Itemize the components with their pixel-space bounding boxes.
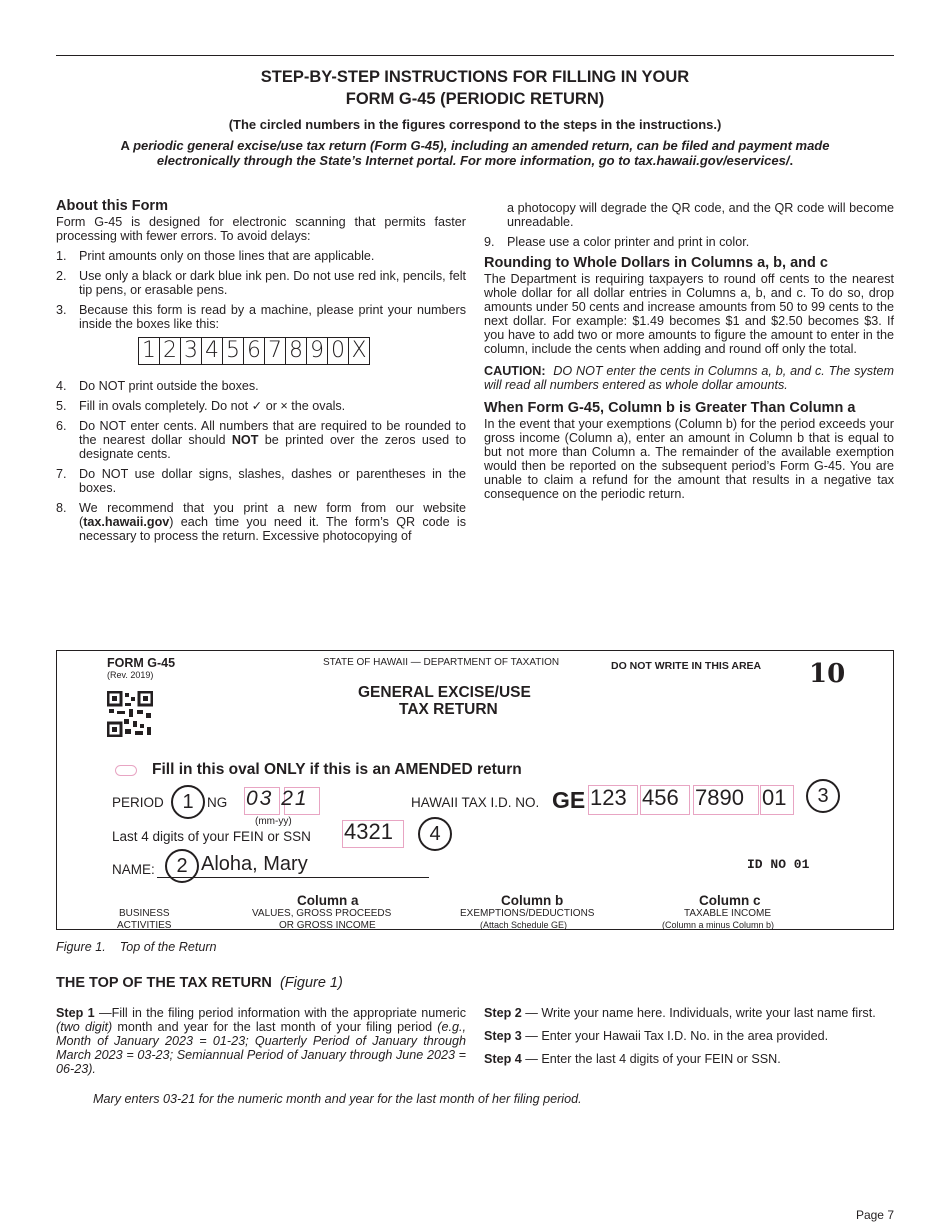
tax-id-part-3: 7890 [695,785,744,810]
step-2-circle: 2 [165,849,199,883]
rounding-heading: Rounding to Whole Dollars in Columns a, b, and c [484,255,828,271]
period-value: 03 21 [246,787,309,810]
about-intro: Form G-45 is designed for electronic scanning that permits faster processing with fewer errors. To avoid delays: [56,215,466,243]
step-2-text: Step 2 — Write your name here. Individuals, write your last name first. [484,1006,876,1020]
tax-id-part-1: 123 [590,785,627,810]
name-label: NAME: [112,862,155,877]
amended-label: Fill in this oval ONLY if this is an AMENDED return [152,761,522,778]
page-title-line1: STEP-BY-STEP INSTRUCTIONS FOR FILLING IN YOUR [260,68,690,86]
name-value: Aloha, Mary [201,853,308,875]
list-item: 3. Because this form is read by a machine, please print your numbers inside the boxes like this: [56,303,466,331]
sample-box: 7 [265,338,286,364]
sample-box: 5 [223,338,244,364]
caution-note: CAUTION: DO NOT enter the cents in Columns a, b, and c. The system will read all numbers entered as whole dollar amounts. [484,364,895,392]
x-icon: × [280,399,288,413]
sample-box: 8 [286,338,307,364]
tax-id-prefix: GE [552,787,586,813]
business-label-1: BUSINESS [119,908,170,919]
step-1-text: Step 1 —Fill in the filing period information with the appropriate numeric (two digit) month and year for the last month of your filing period (e.g., Month of January 2023 = 01-23; Quarterly Period of January through March 2023 = 03-23; Semiannual Period of January through June 2023 = 06-23). [56,1006,467,1076]
name-underline [157,877,429,878]
about-list [56,249,466,331]
step-1-block [56,1006,466,1082]
list-item: 2. Use only a black or dark blue ink pen. Do not use red ink, pencils, felt tip pens, or erasable pens. [56,269,466,297]
steps-2-4-block [484,1006,894,1072]
form-id: FORM G-45 [107,656,176,670]
column-a-sub1: VALUES, GROSS PROCEEDS [252,908,392,919]
business-label-2: ACTIVITIES [117,920,172,930]
step-3-circle: 3 [806,779,840,813]
column-b-sub1: EXEMPTIONS/DEDUCTIONS [460,908,595,919]
sample-box: 9 [307,338,328,364]
column-b-title: Column b [501,893,564,908]
tax-id-part-4: 01 [762,785,787,810]
list-item: 9. Please use a color printer and print in color. [484,235,750,249]
column-b-heading: When Form G-45, Column b is Greater Than Column a [484,400,856,416]
id-no-label: ID NO 01 [747,857,810,872]
tax-id-part-2: 456 [642,785,679,810]
list-item: 8. We recommend that you print a new form from our website (tax.hawaii.gov) each time you need it. The form’s QR code is necessary to process the return. Excessive photocopying of [56,501,466,543]
column-a-title: Column a [297,893,359,908]
about-section [56,198,466,549]
do-not-write-label: DO NOT WRITE IN THIS AREA [611,660,762,672]
about-list-cont [56,379,466,543]
list-item: 5. Fill in ovals completely. Do not ✓ or × the ovals. [56,399,346,413]
qr-code-icon [107,691,153,737]
mm-yy-hint: (mm-yy) [255,816,292,827]
figure-caption: Figure 1. Top of the Return [56,940,217,954]
form-title-line2: TAX RETURN [399,701,498,718]
lead-paragraph: A periodic general excise/use tax return (Form G-45), including an amended return, can be filed and payment made electronically through the State’s Internet portal. For more information, go to tax.hawaii.gov/eservices/. [120,138,830,168]
list-item: 1. Print amounts only on those lines that are applicable. [56,249,375,263]
column-c-title: Column c [699,893,761,908]
period-label: PERIOD [112,795,164,810]
column-b-sub2: (Attach Schedule GE) [480,920,568,930]
page-subtitle: (The circled numbers in the figures correspond to the steps in the instructions.) [228,117,722,132]
rounding-body: The Department is requiring taxpayers to round off cents to the nearest whole dollar for all dollar entries in Columns a, b, and c. To do so, drop amounts under 50 cents and increase amounts from 50 to 99 cents to the next dollar. For example: $1.49 becomes $1 and $2.50 becomes $3. If you have to add two or more amounts to figure the amount to enter in the column, include the cents when adding and round off only the total. [484,272,894,356]
column-b-body: In the event that your exemptions (Column b) for the period exceeds your gross income (Column a), enter an amount in Column b that is equal to but not more than Column a. The remainder of the available exemption would then be reported on the subsequent period’s Form G-45. You are unable to claim a refund for the amount that results in a negative tax consequence on the periodic return. [484,417,894,501]
agency-name: STATE OF HAWAII — DEPARTMENT OF TAXATION [323,657,560,668]
step-4-text: Step 4 — Enter the last 4 digits of your FEIN or SSN. [484,1052,781,1066]
right-column [484,201,894,507]
area-number: 10 [809,659,846,689]
step-1-circle: 1 [171,785,205,819]
list-item: 6. Do NOT enter cents. All numbers that are required to be rounded to the nearest dollar should NOT be printed over the zeros used to designate cents. [56,419,466,461]
top-of-return-heading: THE TOP OF THE TAX RETURN (Figure 1) [56,975,343,991]
amended-oval[interactable] [115,765,137,776]
top-rule [56,55,894,56]
sample-box: 0 [328,338,349,364]
form-rev: (Rev. 2019) [107,670,154,680]
page-title-line2: FORM G-45 (PERIODIC RETURN) [345,90,605,108]
form-g45-figure [56,650,894,930]
sample-box: 2 [160,338,181,364]
tax-id-label: HAWAII TAX I.D. NO. [411,795,540,810]
column-a-sub2: OR GROSS INCOME [279,920,376,930]
about-heading: About this Form [56,198,168,214]
fein-value: 4321 [344,819,393,844]
sample-box: 6 [244,338,265,364]
fein-label: Last 4 digits of your FEIN or SSN [112,829,311,844]
sample-box: 1 [139,338,160,364]
column-c-sub2: (Column a minus Column b) [662,920,775,930]
sample-box: 4 [202,338,223,364]
sample-box: X [351,338,367,363]
list-item: 4. Do NOT print outside the boxes. [56,379,259,393]
period-label-end: NG [207,795,228,810]
form-title-line1: GENERAL EXCISE/USE [358,684,531,701]
column-c-sub1: TAXABLE INCOME [684,908,772,919]
item8-continued: a photocopy will degrade the QR code, and the QR code will become unreadable. [507,201,894,229]
list-item: 7. Do NOT use dollar signs, slashes, dashes or parentheses in the boxes. [56,467,466,495]
sample-box: 3 [181,338,202,364]
step-3-text: Step 3 — Enter your Hawaii Tax I.D. No. in the area provided. [484,1029,829,1043]
example-text: Mary enters 03-21 for the numeric month and year for the last month of her filing period. [93,1092,582,1106]
step-4-circle: 4 [418,817,452,851]
check-icon: ✓ [251,399,263,413]
page-number: Page 7 [855,1208,894,1222]
about-list-end [484,235,894,249]
sample-number-boxes [138,337,370,365]
